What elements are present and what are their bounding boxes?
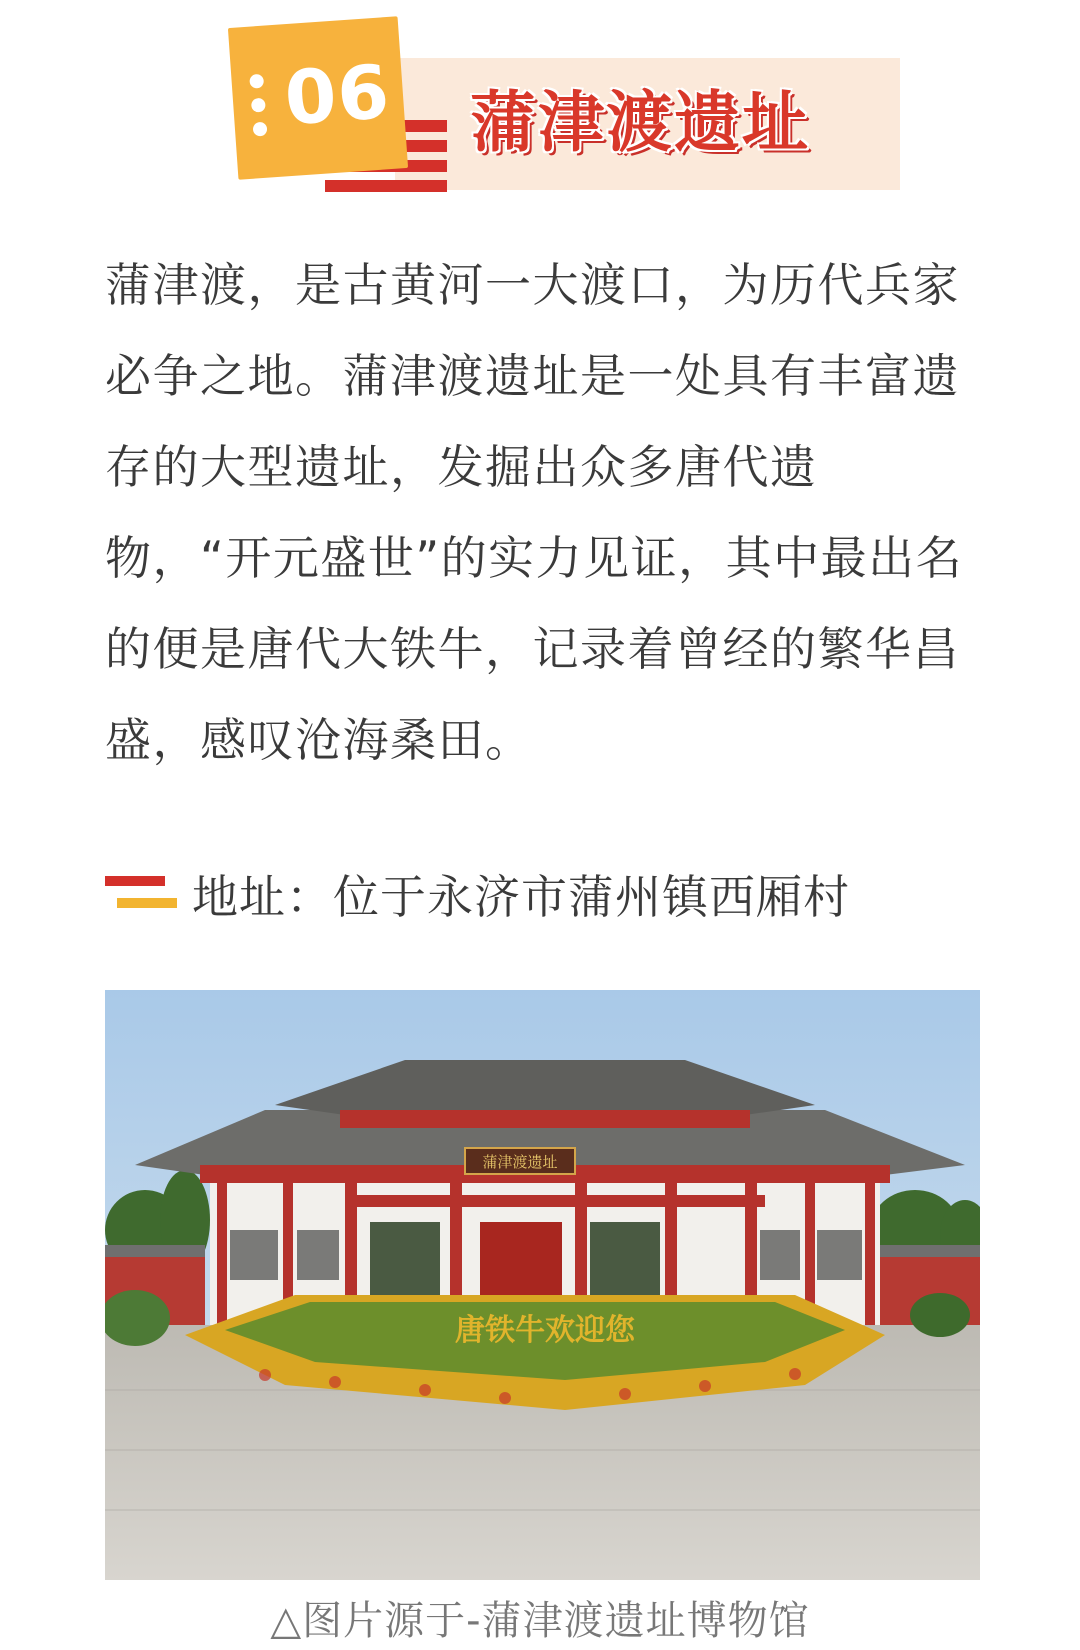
dots-icon (249, 74, 268, 145)
site-photo (105, 990, 980, 1580)
address-text: 地址：位于永济市蒲州镇西厢村 (192, 870, 850, 924)
section-header (0, 0, 1080, 230)
flowerbed-text: 唐铁牛欢迎您 (455, 1313, 635, 1348)
address-stripe-icon (105, 876, 177, 916)
photo-caption: △图片源于-蒲津渡遗址博物馆 (270, 1598, 810, 1644)
article-paragraph: 蒲津渡，是古黄河一大渡口，为历代兵家必争之地。蒲津渡遗址是一处具有丰富遗存的大型遗址，发掘出众多唐代遗物，“开元盛世”的实力见证，其中最出名的便是唐代大铁牛，记录着曾经的繁华昌盛，感叹沧海桑田。 (105, 258, 964, 767)
gate-plaque-text: 蒲津渡遗址 (482, 1153, 558, 1171)
section-number-badge (228, 16, 408, 179)
section-title: 蒲津渡遗址 (470, 84, 810, 161)
section-number: 06 (282, 49, 393, 143)
address-line (105, 862, 985, 932)
